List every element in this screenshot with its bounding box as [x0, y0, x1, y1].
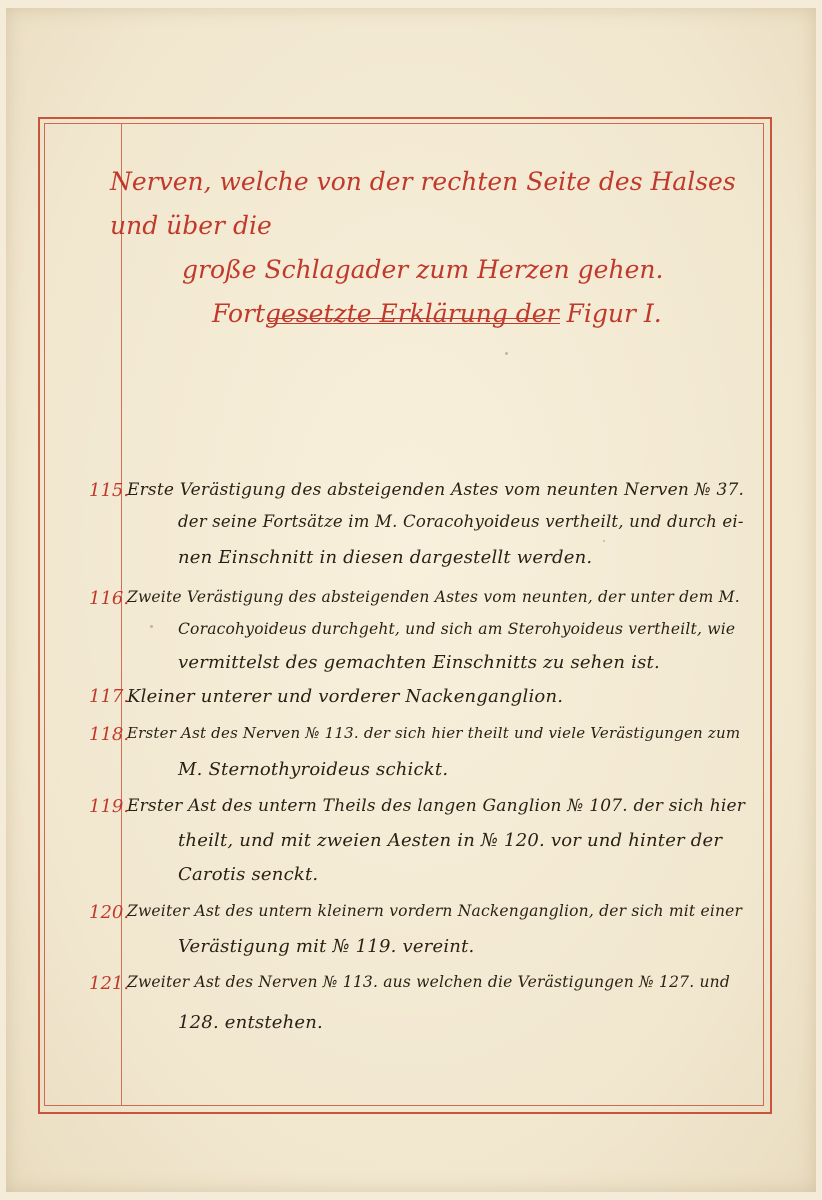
paper-spot	[505, 352, 508, 355]
title-line-3: Fortgesetzte Erklärung der Figur I.	[212, 299, 662, 328]
paper-spot	[150, 625, 153, 628]
entry-line: nen Einschnitt in diesen dargestellt werden.	[178, 547, 593, 568]
entry-line: Erste Verästigung des absteigenden Astes vom neunten Nerven № 37.	[127, 480, 745, 500]
entry-number: 120.	[89, 902, 130, 923]
entry-line: Erster Ast des untern Theils des langen Ganglion № 107. der sich hier	[127, 796, 746, 816]
entry-number: 118.	[89, 724, 130, 745]
entry-line: M. Sternothyroideus schickt.	[178, 759, 449, 780]
entry-line: Erster Ast des Nerven № 113. der sich hier theilt und viele Verästigungen zum	[127, 724, 741, 742]
entry-line: 128. entstehen.	[178, 1012, 323, 1033]
entry-line: Zweiter Ast des untern kleinern vordern Nackenganglion, der sich mit einer	[127, 902, 743, 920]
entry-line: Zweite Verästigung des absteigenden Astes vom neunten, der unter dem M.	[127, 588, 740, 606]
entry-line: vermittelst des gemachten Einschnitts zu sehen ist.	[178, 652, 660, 673]
entry-number: 119.	[89, 796, 130, 817]
entry-line: Zweiter Ast des Nerven № 113. aus welchen die Verästigungen № 127. und	[127, 973, 730, 991]
title-underline-2	[268, 323, 560, 324]
paper-spot	[603, 540, 605, 542]
page-title	[96, 160, 756, 336]
entry-number: 116.	[89, 588, 130, 609]
title-underline	[268, 318, 560, 319]
entry-line: Kleiner unterer und vorderer Nackenganglion.	[127, 686, 564, 707]
entry-line: theilt, und mit zweien Aesten in № 120. vor und hinter der	[178, 830, 723, 851]
entry-number: 115.	[89, 480, 130, 501]
entry-number: 117.	[89, 686, 130, 707]
entry-line: Carotis senckt.	[178, 864, 319, 885]
entry-number: 121.	[89, 973, 130, 994]
entry-line: Verästigung mit № 119. vereint.	[178, 936, 475, 957]
title-line-2: große Schlagader zum Herzen gehen.	[182, 255, 664, 284]
entry-line: Coracohyoideus durchgeht, und sich am Sterohyoideus vertheilt, wie	[178, 620, 736, 638]
title-line-1: Nerven, welche von der rechten Seite des Halses und über die	[110, 167, 736, 240]
entry-line: der seine Fortsätze im M. Coracohyoideus vertheilt, und durch ei-	[178, 512, 744, 531]
